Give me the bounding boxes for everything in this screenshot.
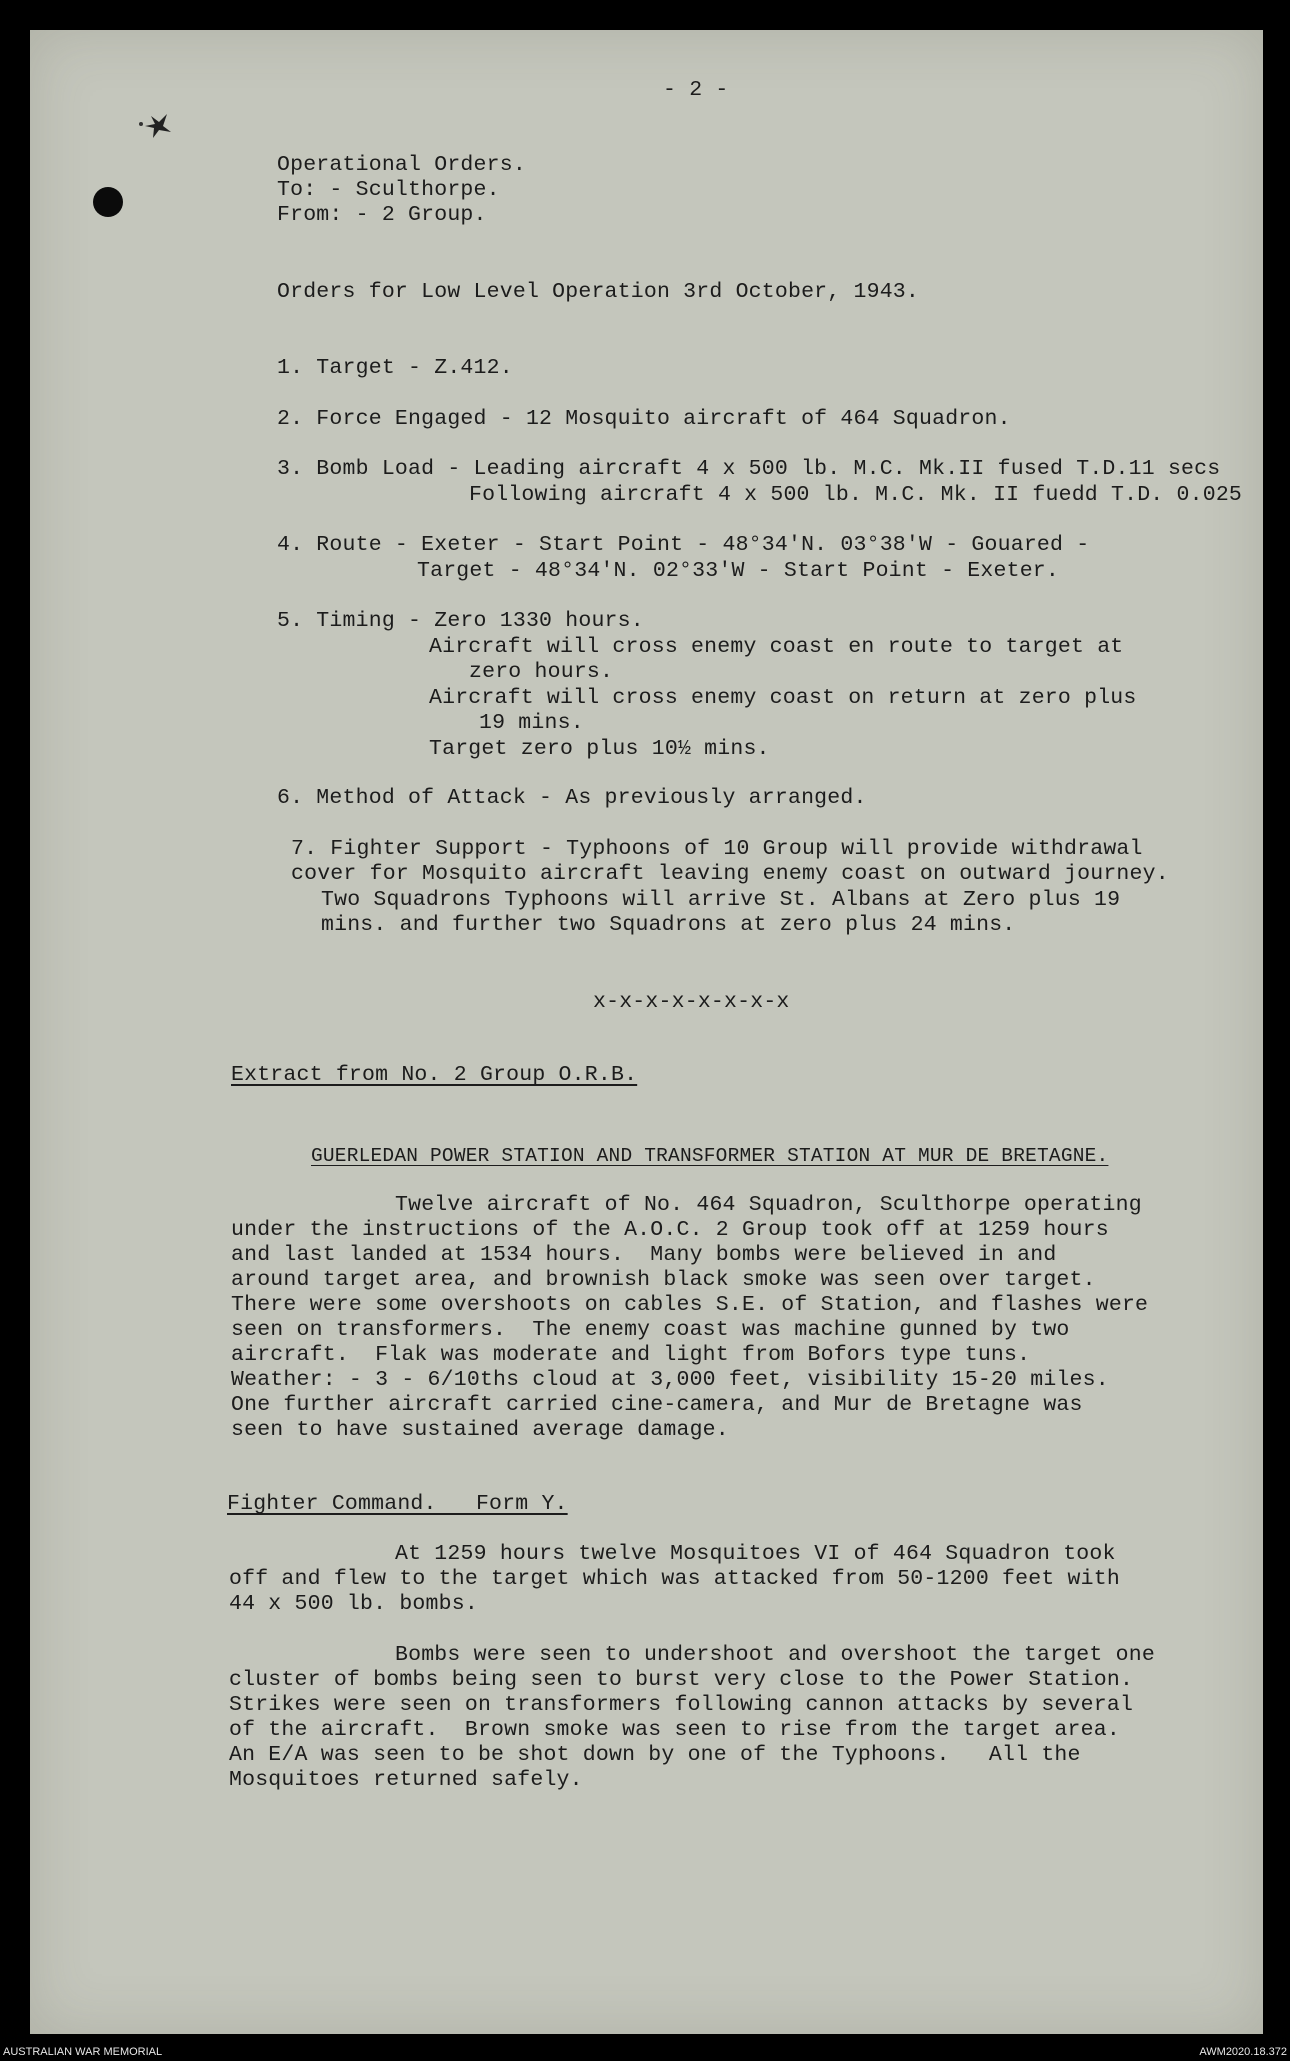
order-item-continuation: Target zero plus 10½ mins. [429,737,770,761]
footer-left: AUSTRALIAN WAR MEMORIAL [3,2046,163,2058]
order-item-continuation: mins. and further two Squadrons at zero plus 24 mins. [321,913,1016,937]
order-item-continuation: Aircraft will cross enemy coast en route to target at [429,635,1124,659]
order-item-continuation: Aircraft will cross enemy coast on return at zero plus [429,686,1137,710]
order-item: 4. Route - Exeter - Start Point - 48°34'N. 03°38'W - Gouared - [277,533,1090,557]
order-item-continuation: 19 mins. [479,711,584,735]
order-item-continuation: zero hours. [469,660,614,684]
page-number: - 2 - [663,78,729,102]
order-item: 5. Timing - Zero 1330 hours. [277,609,644,633]
paragraph-line: Twelve aircraft of No. 464 Squadron, Sculthorpe operating [395,1193,1142,1217]
header-line: To: - Sculthorpe. [277,178,500,202]
order-item-continuation: cover for Mosquito aircraft leaving enemy coast on outward journey. [291,862,1169,886]
extract-subheading: GUERLEDAN POWER STATION AND TRANSFORMER STATION AT MUR DE BRETAGNE. [311,1145,1109,1167]
orders-title: Orders for Low Level Operation 3rd October, 1943. [277,280,920,304]
paragraph-line: An E/A was seen to be shot down by one of the Typhoons. All the [229,1743,1081,1767]
header-line: From: - 2 Group. [277,203,487,227]
order-item-continuation: Target - 48°34'N. 02°33'W - Start Point - Exeter. [417,559,1060,583]
order-item: 7. Fighter Support - Typhoons of 10 Group will provide withdrawal [291,837,1143,861]
order-item: 6. Method of Attack - As previously arranged. [277,786,867,810]
paragraph-line: aircraft. Flak was moderate and light from Bofors type tuns. [231,1343,1031,1367]
order-item: 1. Target - Z.412. [277,356,513,380]
footer-right: AWM2020.18.372 [1199,2046,1287,2058]
paragraph-line: and last landed at 1534 hours. Many bombs were believed in and [231,1243,1057,1267]
paragraph-line: 44 x 500 lb. bombs. [229,1592,478,1616]
paragraph-line: of the aircraft. Brown smoke was seen to rise from the target area. [229,1718,1120,1742]
order-item: 3. Bomb Load - Leading aircraft 4 x 500 lb. M.C. Mk.II fused T.D.11 secs [277,457,1221,481]
paragraph-line: Weather: - 3 - 6/10ths cloud at 3,000 feet, visibility 15-20 miles. [231,1368,1109,1392]
paragraph-line: At 1259 hours twelve Mosquitoes VI of 464 Squadron took [395,1542,1116,1566]
fighter-heading: Fighter Command. Form Y. [227,1492,568,1516]
paragraph-line: Mosquitoes returned safely. [229,1768,583,1792]
paragraph-line: Bombs were seen to undershoot and overshoot the target one [395,1643,1155,1667]
paragraph-line: Strikes were seen on transformers following cannon attacks by several [229,1693,1134,1717]
punch-hole [93,187,123,217]
order-item: 2. Force Engaged - 12 Mosquito aircraft of 464 Squadron. [277,407,1011,431]
paragraph-line: One further aircraft carried cine-camera, and Mur de Bretagne was [231,1393,1083,1417]
order-item-continuation: Two Squadrons Typhoons will arrive St. Albans at Zero plus 19 [321,888,1121,912]
paragraph-line: seen on transformers. The enemy coast was machine gunned by two [231,1318,1070,1342]
header-line: Operational Orders. [277,153,526,177]
ink-smudge [137,108,177,142]
paragraph-line: cluster of bombs being seen to burst very close to the Power Station. [229,1668,1134,1692]
paragraph-line: under the instructions of the A.O.C. 2 Group took off at 1259 hours [231,1218,1109,1242]
paragraph-line: around target area, and brownish black smoke was seen over target. [231,1268,1096,1292]
extract-heading: Extract from No. 2 Group O.R.B. [231,1063,638,1087]
paragraph-line: seen to have sustained average damage. [231,1418,729,1442]
paragraph-line: There were some overshoots on cables S.E. of Station, and flashes were [231,1293,1149,1317]
paragraph-line: off and flew to the target which was attacked from 50-1200 feet with [229,1567,1120,1591]
order-item-continuation: Following aircraft 4 x 500 lb. M.C. Mk. II fuedd T.D. 0.025 [469,483,1243,507]
separator: x-x-x-x-x-x-x-x [593,990,790,1014]
